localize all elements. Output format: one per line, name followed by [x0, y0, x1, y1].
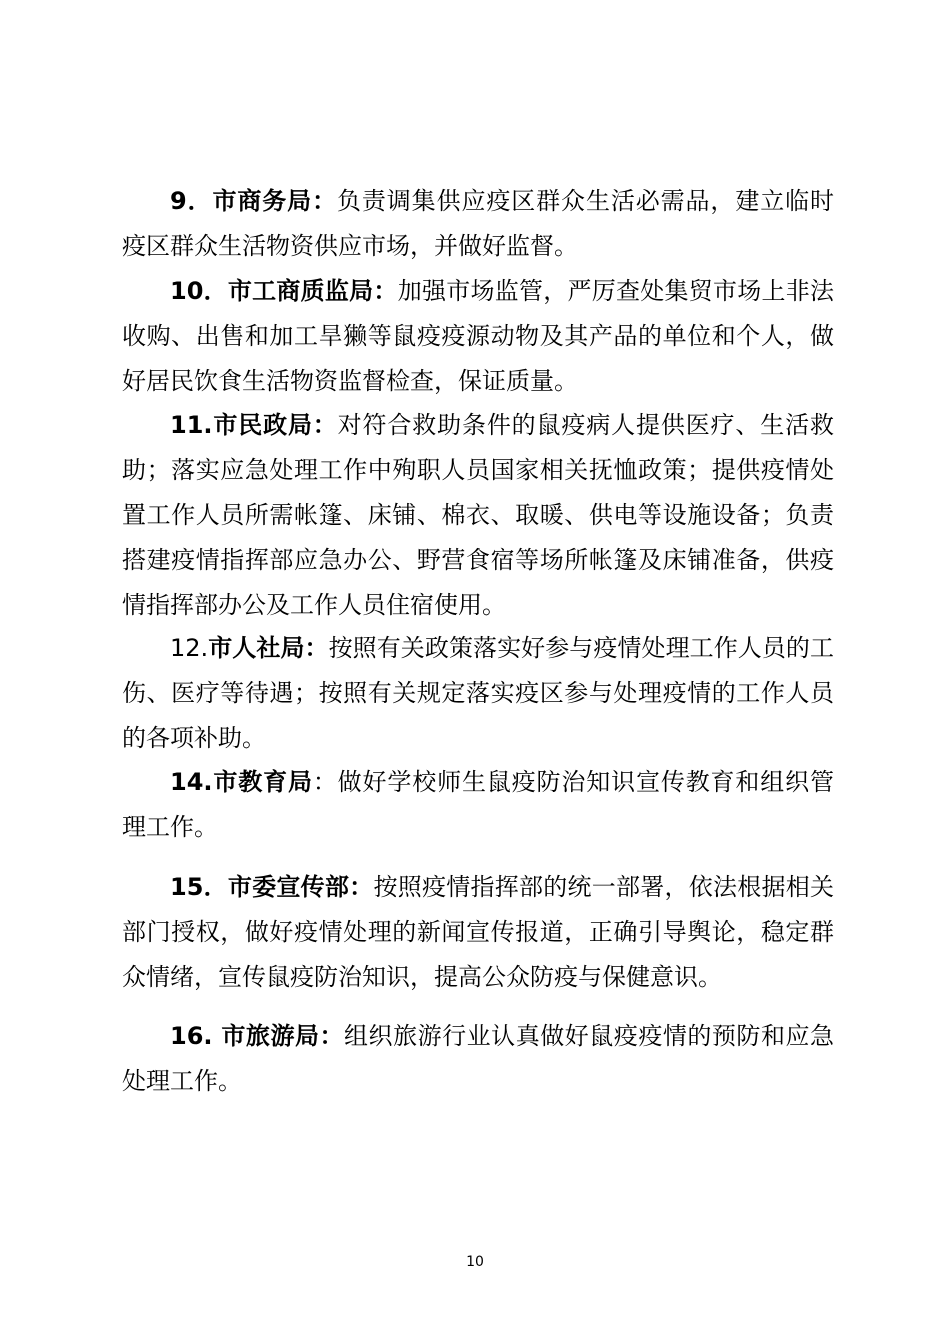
paragraph-body: 组织旅游行业认真做好鼠疫疫情的预防和应急处理工作。 — [122, 1022, 835, 1095]
paragraph-body: 按照疫情指挥部的统一部署，依法根据相关部门授权，做好疫情处理的新闻宣传报道，正确引导舆论，稳定群众情绪，宣传鼠疫防治知识，提高公众防疫与保健意识。 — [122, 873, 835, 991]
paragraph-education-bureau — [122, 760, 834, 850]
paragraph-heading: 10．市工商质监局： — [170, 277, 398, 305]
paragraph-body: 对符合救助条件的鼠疫病人提供医疗、生活救助；落实应急处理工作中殉职人员国家相关抚恤政策；提供疫情处置工作人员所需帐篷、床铺、棉衣、取暖、供电等设施设备；负责搭建疫情指挥部应急办公、野营食宿等场所帐篷及床铺准备，供疫情指挥部办公及工作人员住宿使用。 — [122, 411, 834, 619]
paragraph-heading: 14.市教育局 — [170, 768, 313, 796]
paragraph-heading: 9．市商务局： — [170, 187, 337, 215]
paragraph-industry-commerce-bureau — [122, 269, 834, 404]
page-number: 10 — [466, 1254, 484, 1270]
paragraph-tourism-bureau — [122, 1014, 834, 1104]
paragraph-heading-number: 12. — [170, 634, 209, 662]
paragraph-civil-affairs-bureau — [122, 403, 834, 628]
paragraph-commerce-bureau — [122, 179, 834, 269]
paragraph-human-resources-bureau — [122, 626, 834, 761]
paragraph-heading: 市人社局： — [208, 634, 329, 662]
paragraph-heading: 11.市民政局： — [170, 411, 338, 439]
paragraph-body: 按照有关政策落实好参与疫情处理工作人员的工伤、医疗等待遇；按照有关规定落实疫区参与处理疫情的工作人员的各项补助。 — [122, 634, 834, 752]
paragraph-heading: 16. 市旅游局： — [170, 1022, 345, 1050]
paragraph-body: ：做好学校师生鼠疫防治知识宣传教育和组织管理工作。 — [122, 768, 834, 841]
paragraph-body: 负责调集供应疫区群众生活必需品，建立临时疫区群众生活物资供应市场，并做好监督。 — [122, 187, 835, 260]
paragraph-heading: 15．市委宣传部： — [170, 873, 374, 901]
paragraph-publicity-department — [122, 865, 834, 1000]
paragraph-body: 加强市场监管，严厉查处集贸市场上非法收购、出售和加工旱獭等鼠疫疫源动物及其产品的单位和个人，做好居民饮食生活物资监督检查，保证质量。 — [122, 277, 834, 395]
